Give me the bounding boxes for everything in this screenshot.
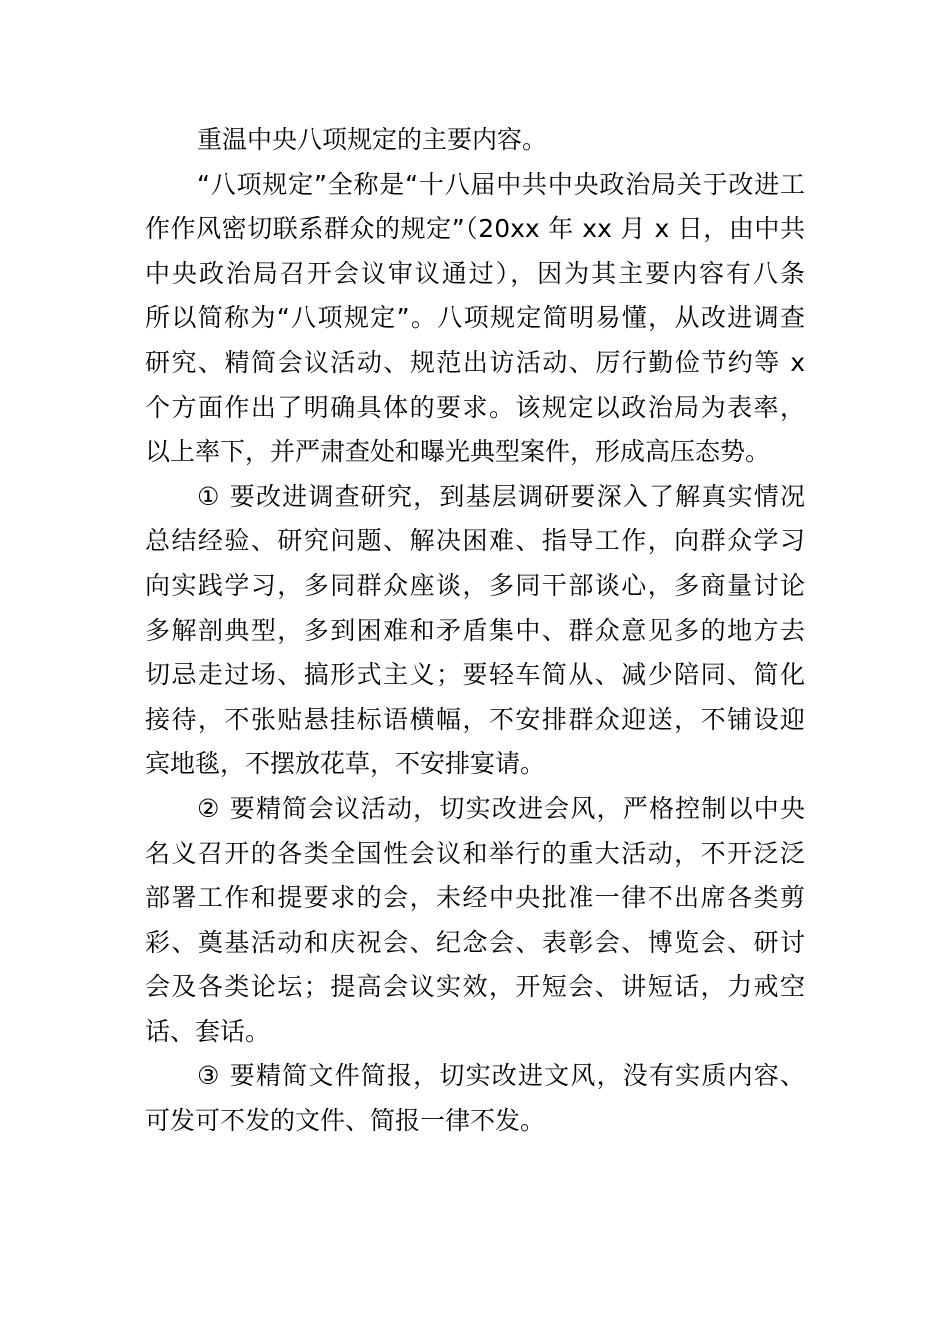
document-page: [145, 118, 805, 1144]
paragraph: [145, 118, 805, 163]
text-line: 向实践学习，多同群众座谈，多同干部谈心，多商量讨论: [145, 570, 805, 600]
text-line: 重温中央八项规定的主要内容。: [197, 125, 548, 154]
text-line: ① 要改进调查研究，到基层调研要深入了解真实情况: [197, 481, 805, 511]
text-line: “八项规定”全称是“十八届中共中央政治局关于改进工: [197, 169, 805, 199]
text-line: 研究、精简会议活动、规范出访活动、厉行勤俭节约等 x: [145, 347, 805, 377]
text-line: 接待，不张贴悬挂标语横幅，不安排群众迎送，不铺设迎: [145, 704, 805, 734]
text-line: 中央政治局召开会议审议通过），因为其主要内容有八条: [145, 258, 805, 288]
text-line: 以上率下，并严肃查处和曝光典型案件，形成高压态势。: [145, 437, 771, 467]
text-line: 会及各类论坛；提高会议实效，开短会、讲短话，力戒空: [145, 972, 805, 1002]
paragraph: [145, 475, 805, 787]
text-line: 多解剖典型，多到困难和矛盾集中、群众意见多的地方去: [145, 615, 805, 645]
text-line: 部署工作和提要求的会，未经中央批准一律不出席各类剪: [145, 883, 805, 913]
text-line: 可发可不发的文件、简报一律不发。: [145, 1106, 546, 1136]
paragraph: [145, 1054, 805, 1143]
paragraph: [145, 163, 805, 475]
text-line: 个方面作出了明确具体的要求。该规定以政治局为表率，: [145, 392, 805, 422]
text-line: 名义召开的各类全国性会议和举行的重大活动，不开泛泛: [145, 838, 805, 868]
text-line: 总结经验、研究问题、解决困难、指导工作，向群众学习: [145, 526, 805, 556]
text-line: 话、套话。: [145, 1016, 271, 1046]
text-line: 所以简称为“八项规定”。八项规定简明易懂，从改进调查: [145, 303, 805, 333]
text-line: ② 要精简会议活动，切实改进会风，严格控制以中央: [197, 793, 805, 823]
text-line: 切忌走过场、搞形式主义；要轻车简从、减少陪同、简化: [145, 660, 805, 690]
paragraph: [145, 787, 805, 1055]
text-line: 彩、奠基活动和庆祝会、纪念会、表彰会、博览会、研讨: [145, 927, 805, 957]
text-line: 宾地毯，不摆放花草，不安排宴请。: [145, 749, 546, 779]
text-line: 作作风密切联系群众的规定”（20xx 年 xx 月 x 日，由中共: [145, 214, 805, 244]
text-line: ③ 要精简文件简报，切实改进文风，没有实质内容、: [197, 1061, 805, 1091]
